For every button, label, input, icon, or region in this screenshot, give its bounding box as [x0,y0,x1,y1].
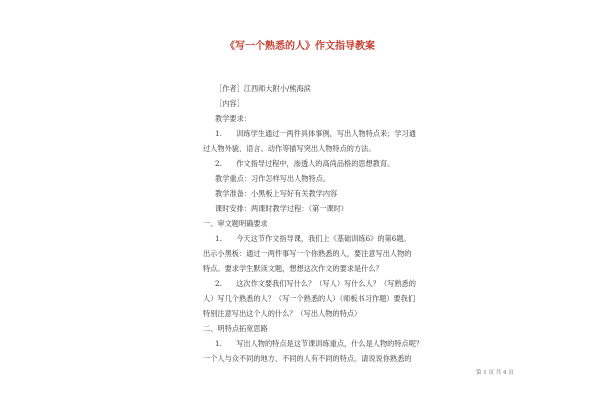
paragraph-line: 教学重点：习作怎样写出人物特点。 [215,174,331,183]
page-number: 第 1 页 共 4 页 [476,370,514,376]
author-line: ［作者］江西师大附小/熊海滨 [215,84,311,93]
content-label: ［内容］ [215,99,244,108]
paragraph-line: 2. 这次作文要我们写什么？（写人）写什么人？（写熟悉的 [215,279,416,288]
document-title: 《写一个熟悉的人》作文指导教案 [225,41,375,52]
paragraph-line: 人）写几个熟悉的人？（写一个熟悉的人）（师板书习作题）要我们 [203,294,416,303]
paragraph-line: 一个人与众不同的地方、不同的人有不同的特点。请说说你熟悉的 [203,354,412,363]
paragraph-line: 出示小黑板：通过一两件事写一个你熟悉的人，要注意写出人物的 [203,249,412,258]
section-heading: 一、审文题明确要求 [203,219,268,228]
paragraph-line: 1. 训练学生通过一两件具体事例，写出人物特点来；学习通 [215,129,416,138]
paragraph-line: 课时安排：两课时教学过程：（第一课时） [215,204,348,213]
paragraph-line: 教学准备：小黑板上写好有关教学内容 [215,189,338,198]
paragraph-line: 2. 作文指导过程中，渗透人的高尚品格的思想教育。 [215,159,395,168]
paragraph-line: 特点。要求学生默读文题，想想这次作文的要求是什么？ [203,264,383,273]
section-heading: 二、明特点拓宽思路 [203,324,268,333]
paragraph-line: 过人物外貌、语言、动作等描写突出人物特点的方法。 [203,144,376,153]
paragraph-line: 教学要求： [215,114,251,123]
paragraph-line: 特别注意写出这个人的什么？（写出人物的特点） [203,309,362,318]
paragraph-line: 1. 今天这节作文指导课，我们上《基础训练6》的第6题。 [215,234,411,243]
paragraph-line: 1. 写出人物的特点是这节课训练重点，什么是人物的特点呢？ [215,339,424,348]
